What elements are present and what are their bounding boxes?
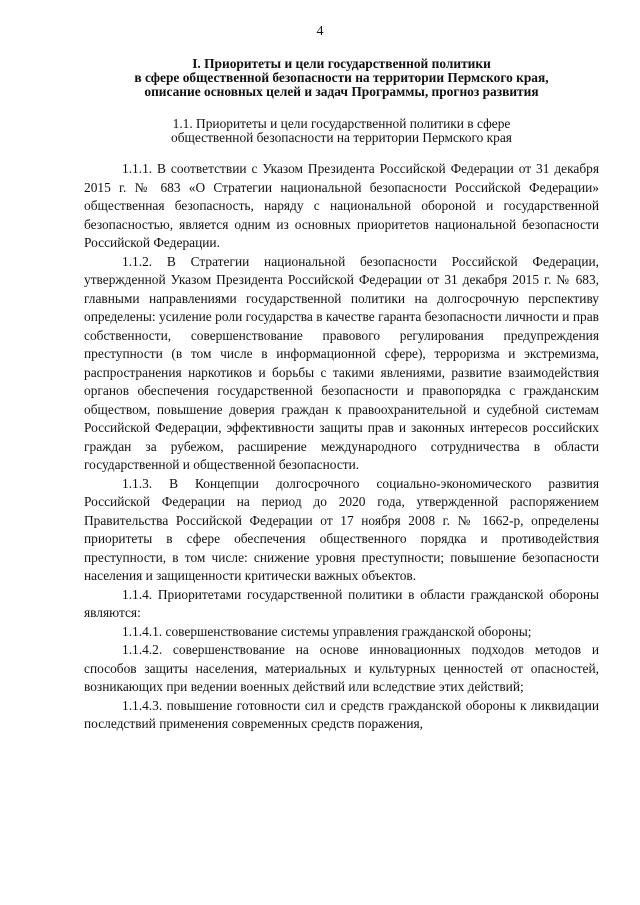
- section-title-line: в сфере общественной безопасности на территории Пермского края,: [134, 70, 549, 85]
- subsection-title-line: 1.1. Приоритеты и цели государственной политики в сфере: [172, 116, 511, 131]
- paragraph-1-1-1: 1.1.1. В соответствии с Указом Президента Российской Федерации от 31 декабря 2015 г. № 683 «О Стратегии национальной безопасности Российской Федерации» общественная безопасность, наряду с национальной обороной и государственной безопасностью, является одним из основных приоритетов национальной безопасности Российской Федерации.: [84, 161, 599, 250]
- paragraph-1-1-2: 1.1.2. В Стратегии национальной безопасности Российской Федерации, утвержденной Указом Президента Российской Федерации от 31 декабря 2015 г. № 683, главными направлениями государственной политики на долгосрочную перспективу определены: усиление роли государства в качестве гаранта безопасности личности и прав собственности, совершенствование правового регулирования предупреждения преступности (в том числе в информационной сфере), терроризма и экстремизма, распространения наркотиков и борьбы с такими явлениями, развитие взаимодействия органов обеспечения государственной безопасности и правопорядка с гражданским обществом, повышение доверия граждан к правоохранительной и судебной системам Российской Федерации, эффективности защиты прав и законных интересов российских граждан за рубежом, расширение международного сотрудничества в области государственной и общественной безопасности.: [84, 253, 599, 472]
- subsection-title: [84, 117, 599, 145]
- paragraph-1-1-4-2: 1.1.4.2. совершенствование на основе инновационных подходов методов и способов защиты населения, материальных и культурных ценностей от опасностей, возникающих при ведении военных действий или вследствие этих действий;: [84, 642, 599, 694]
- page-number: 4: [316, 24, 324, 39]
- paragraph-1-1-3: 1.1.3. В Концепции долгосрочного социально-экономического развития Российской Федерации на период до 2020 года, утвержденной распоряжением Правительства Российской Федерации от 17 ноября 2008 г. № 1662-р, определены приоритеты в сфере обеспечения общественного порядка и противодействия преступности, в том числе: снижение уровня преступности; повышение безопасности населения и защищенности критически важных объектов.: [84, 475, 599, 583]
- paragraph-1-1-4-3: 1.1.4.3. повышение готовности сил и средств гражданской обороны к ликвидации последствий применения современных средств поражения,: [84, 697, 599, 731]
- paragraph-1-1-4: 1.1.4. Приоритетами государственной политики в области гражданской обороны являются:: [84, 586, 599, 620]
- section-title-line: описание основных целей и задач Программы, прогноз развития: [144, 84, 539, 99]
- body-text: [84, 160, 599, 734]
- section-title-line: I. Приоритеты и цели государственной политики: [192, 56, 491, 71]
- section-title: [84, 57, 599, 99]
- paragraph-1-1-4-1: 1.1.4.1. совершенствование системы управления гражданской обороны;: [122, 623, 532, 639]
- subsection-title-line: общественной безопасности на территории Пермского края: [171, 130, 512, 145]
